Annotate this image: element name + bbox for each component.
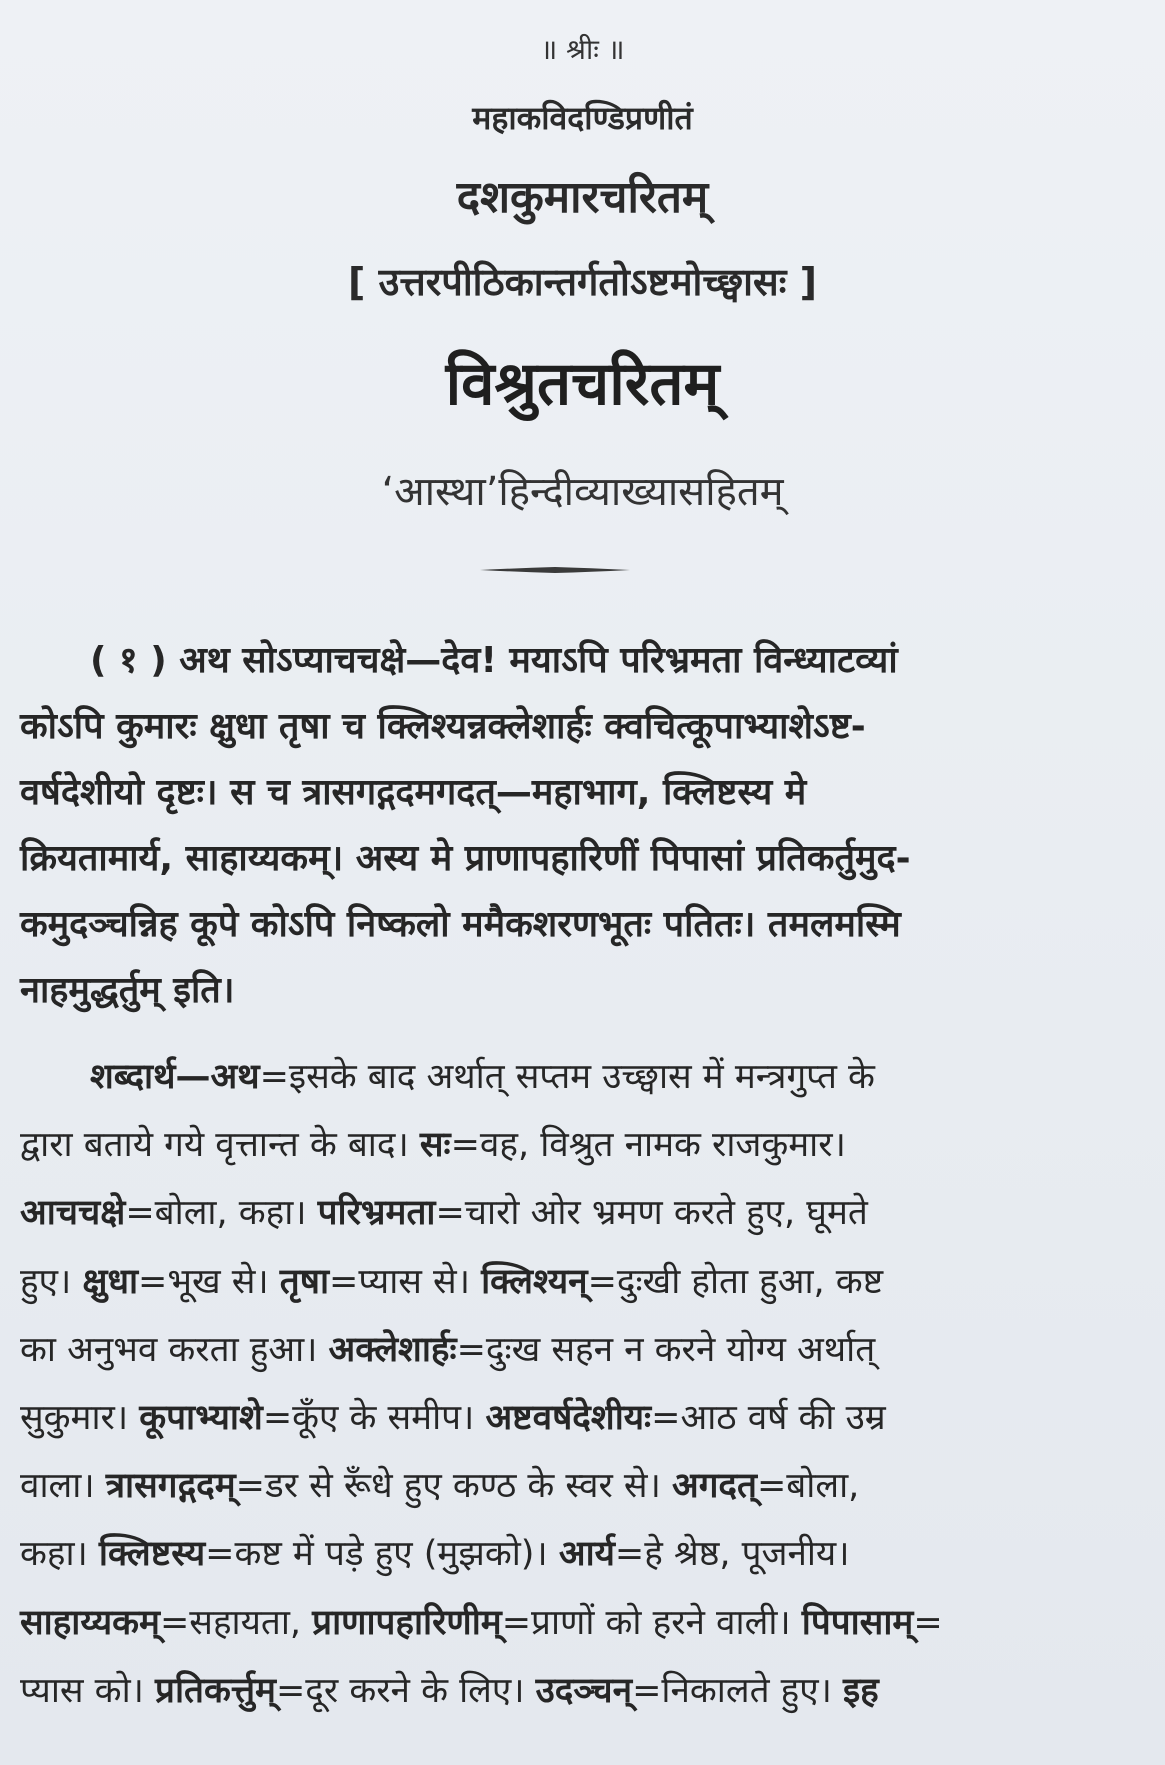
- gloss-meaning: =प्राणों को हरने वाली।: [501, 1602, 802, 1643]
- gloss-meaning: =दूर करने के लिए।: [275, 1670, 536, 1711]
- section-bracket: [ उत्तरपीठिकान्तर्गतोऽष्टमोच्छ्वासः ]: [348, 260, 817, 304]
- gloss-meaning: =भूख से।: [138, 1261, 280, 1302]
- sanskrit-passage: [20, 628, 1145, 1024]
- gloss-term: त्रासगद्गदम्: [105, 1466, 236, 1507]
- gloss-meaning: =बोला,: [756, 1466, 860, 1507]
- gloss-term: आचचक्षे: [20, 1193, 126, 1234]
- gloss-meaning: सुकुमार।: [20, 1397, 140, 1438]
- gloss-meaning: =बोला, कहा।: [125, 1193, 318, 1234]
- gloss-meaning: =हे श्रेष्ठ, पूजनीय।: [614, 1534, 850, 1575]
- chapter-title: विश्रुतचरितम्: [445, 349, 720, 419]
- gloss-line: [20, 1384, 1145, 1452]
- gloss-line: [20, 1111, 1145, 1179]
- author-line: महाकविदण्डिप्रणीतं: [472, 99, 693, 137]
- gloss-term: अक्लेशार्हः: [328, 1329, 457, 1370]
- gloss-line: [20, 1589, 1145, 1657]
- gloss-line: [20, 1657, 1145, 1725]
- invocation: ॥ श्रीः ॥: [540, 33, 625, 66]
- gloss-term: अष्टवर्षदेशीयः: [485, 1397, 652, 1438]
- sanskrit-line: ( १ ) अथ सोऽप्याचचक्षे—देव! मयाऽपि परिभ्रमता विन्ध्याटव्यां: [90, 640, 898, 681]
- gloss-line: [20, 1452, 1145, 1520]
- gloss-line: [20, 1316, 1145, 1384]
- gloss-term: प्रतिकर्त्तुम्: [155, 1670, 276, 1711]
- gloss-term: क्लिष्टस्य: [98, 1534, 206, 1575]
- gloss-line: [20, 1248, 1145, 1316]
- gloss-term: आर्य: [558, 1534, 615, 1575]
- gloss-line: [20, 1520, 1145, 1588]
- gloss-meaning: =वह, विश्रुत नामक राजकुमार।: [450, 1125, 846, 1166]
- gloss-meaning: =इसके बाद अर्थात् सप्तम उच्छ्वास में मन्त्रगुप्त के: [259, 1057, 875, 1097]
- gloss-meaning: =सहायता,: [159, 1602, 313, 1643]
- gloss-term: इह: [843, 1670, 879, 1711]
- gloss-meaning: =प्यास से।: [329, 1261, 482, 1302]
- gloss-term: साहाय्यकम्: [20, 1602, 160, 1643]
- gloss-term: प्राणापहारिणीम्: [312, 1602, 502, 1643]
- gloss-meaning: =कष्ट में पड़े हुए (मुझको)।: [205, 1534, 559, 1575]
- gloss-term: कूपाभ्याशे: [139, 1397, 263, 1438]
- gloss-meaning: =: [913, 1602, 943, 1643]
- work-title: दशकुमारचरितम्: [456, 172, 709, 223]
- gloss-meaning: कहा।: [20, 1534, 99, 1575]
- gloss-term: शब्दार्थ—अथ: [90, 1057, 260, 1097]
- sanskrit-line: क्रियतामार्य, साहाय्यकम्। अस्य मे प्राणापहारिणीं पिपासां प्रतिकर्तुमुद-: [20, 838, 911, 879]
- gloss-meaning: =निकालते हुए।: [632, 1670, 843, 1711]
- commentary-line: ‘आस्था’हिन्दीव्याख्यासहितम्: [381, 469, 784, 515]
- gloss-meaning: का अनुभव करता हुआ।: [20, 1329, 329, 1370]
- gloss-term: पिपासाम्: [801, 1602, 914, 1643]
- gloss-meaning: =आठ वर्ष की उम्र: [651, 1397, 886, 1438]
- gloss-meaning: =दुःखी होता हुआ, कष्ट: [587, 1261, 884, 1302]
- gloss-term: तृषा: [279, 1261, 330, 1302]
- ornamental-divider: [480, 566, 630, 574]
- gloss-term: क्लिश्यन्: [481, 1261, 588, 1302]
- word-meaning-gloss: [20, 1043, 1145, 1725]
- gloss-meaning: हुए।: [20, 1261, 83, 1302]
- gloss-line: [20, 1179, 1145, 1247]
- gloss-meaning: वाला।: [20, 1466, 106, 1507]
- sanskrit-line: कमुदञ्चन्निह कूपे कोऽपि निष्कलो ममैकशरणभूतः पतितः। तमलमस्मि: [20, 904, 901, 945]
- gloss-meaning: =कूँए के समीप।: [262, 1397, 486, 1438]
- gloss-term: अगदत्: [671, 1466, 757, 1507]
- gloss-term: उदञ्चन्: [535, 1670, 633, 1711]
- gloss-meaning: द्वारा बताये गये वृत्तान्त के बाद।: [20, 1125, 420, 1166]
- gloss-line: [20, 1043, 1145, 1111]
- gloss-meaning: =दुःख सहन न करने योग्य अर्थात्: [456, 1329, 876, 1370]
- sanskrit-line: वर्षदेशीयो दृष्टः। स च त्रासगद्गदमगदत्—महाभाग, क्लिष्टस्य मे: [20, 772, 807, 813]
- sanskrit-line: नाहमुद्धर्तुम् इति।: [20, 970, 235, 1011]
- gloss-meaning: =चारो ओर भ्रमण करते हुए, घूमते: [435, 1193, 868, 1234]
- sanskrit-line: कोऽपि कुमारः क्षुधा तृषा च क्लिश्यन्नक्लेशार्हः क्वचित्कूपाभ्याशेऽष्ट-: [20, 706, 866, 747]
- gloss-term: सः: [419, 1125, 451, 1166]
- gloss-term: क्षुधा: [82, 1261, 139, 1302]
- gloss-meaning: =डर से रूँधे हुए कण्ठ के स्वर से।: [235, 1466, 672, 1507]
- gloss-meaning: प्यास को।: [20, 1670, 156, 1711]
- gloss-term: परिभ्रमता: [317, 1193, 436, 1234]
